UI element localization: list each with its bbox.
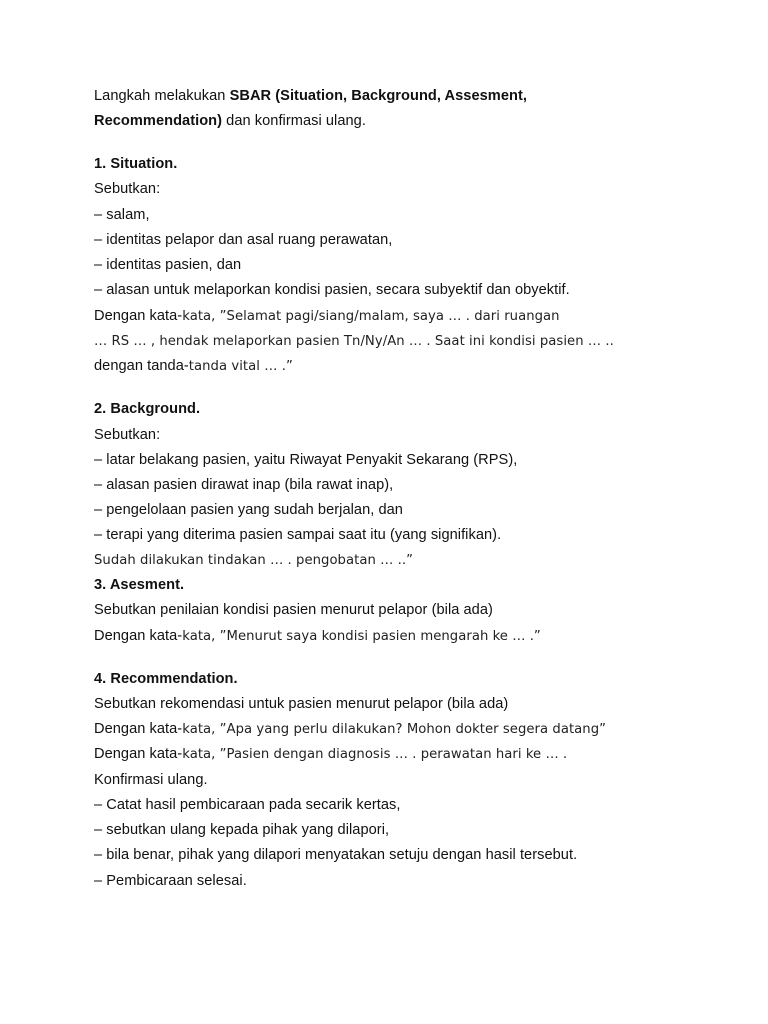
confirmation-item: – Catat hasil pembicaraan pada secarik kertas,: [94, 797, 401, 813]
confirmation-item: – sebutkan ulang kepada pihak yang dilapori,: [94, 822, 390, 838]
situation-example-prefix: Dengan kata-: [94, 308, 183, 324]
situation-example-line-2: [94, 332, 614, 351]
situation-label: Sebutkan:: [94, 181, 161, 197]
confirmation-item: – Pembicaraan selesai.: [94, 873, 247, 889]
situation-example-prefix-3: dengan tanda-: [94, 358, 189, 374]
assessment-heading: 3. Asesment.: [94, 577, 185, 593]
intro-text: Langkah melakukan: [94, 88, 230, 104]
situation-example-text-2: … RS … , hendak melaporkan pasien Tn/Ny/An … . Saat ini kondisi pasien … ..: [94, 334, 614, 349]
confirmation-item: – bila benar, pihak yang dilapori menyatakan setuju dengan hasil tersebut.: [94, 847, 578, 863]
recommendation-label: Sebutkan rekomendasi untuk pasien menurut pelapor (bila ada): [94, 696, 509, 712]
recommendation-example-1: [94, 720, 606, 739]
intro-line-2: [94, 112, 366, 130]
situation-item: – identitas pelapor dan asal ruang perawatan,: [94, 232, 393, 248]
assessment-example-text: kata, ”Menurut saya kondisi pasien mengarah ke … .”: [182, 629, 541, 644]
assessment-label: Sebutkan penilaian kondisi pasien menurut pelapor (bila ada): [94, 602, 493, 618]
background-label: Sebutkan:: [94, 427, 161, 443]
situation-item: – salam,: [94, 207, 150, 223]
recommendation-example-prefix-2: Dengan kata-: [94, 746, 183, 762]
situation-item: – identitas pasien, dan: [94, 257, 242, 273]
confirmation-heading: Konfirmasi ulang.: [94, 772, 208, 788]
assessment-example-prefix: Dengan kata-: [94, 628, 183, 644]
background-item: – latar belakang pasien, yaitu Riwayat Penyakit Sekarang (RPS),: [94, 452, 518, 468]
background-example: [94, 551, 413, 570]
background-heading: 2. Background.: [94, 401, 201, 417]
situation-example-line-1: [94, 307, 560, 326]
situation-example-line-3: [94, 357, 293, 376]
situation-example-text-3: tanda vital … .”: [188, 359, 293, 374]
intro-bold-title-cont: Recommendation): [94, 113, 223, 129]
situation-item: – alasan untuk melaporkan kondisi pasien, secara subyektif dan obyektif.: [94, 282, 570, 298]
background-example-text: Sudah dilakukan tindakan … . pengobatan … ..”: [94, 553, 413, 568]
recommendation-heading: 4. Recommendation.: [94, 671, 238, 687]
background-item: – pengelolaan pasien yang sudah berjalan, dan: [94, 502, 403, 518]
background-item: – terapi yang diterima pasien sampai saat itu (yang signifikan).: [94, 527, 502, 543]
situation-example-text: kata, ”Selamat pagi/siang/malam, saya … . dari ruangan: [182, 309, 560, 324]
intro-text-cont: dan konfirmasi ulang.: [222, 113, 366, 129]
recommendation-example-text: kata, ”Apa yang perlu dilakukan? Mohon dokter segera datang”: [182, 722, 607, 737]
recommendation-example-prefix: Dengan kata-: [94, 721, 183, 737]
assessment-example: [94, 627, 541, 646]
situation-heading: 1. Situation.: [94, 156, 178, 172]
intro-bold-title: SBAR (Situation, Background, Assesment,: [229, 88, 527, 104]
background-item: – alasan pasien dirawat inap (bila rawat inap),: [94, 477, 394, 493]
recommendation-example-2: [94, 745, 567, 764]
intro-line-1: [94, 87, 527, 105]
recommendation-example-text-2: kata, ”Pasien dengan diagnosis … . perawatan hari ke … .: [182, 747, 568, 762]
